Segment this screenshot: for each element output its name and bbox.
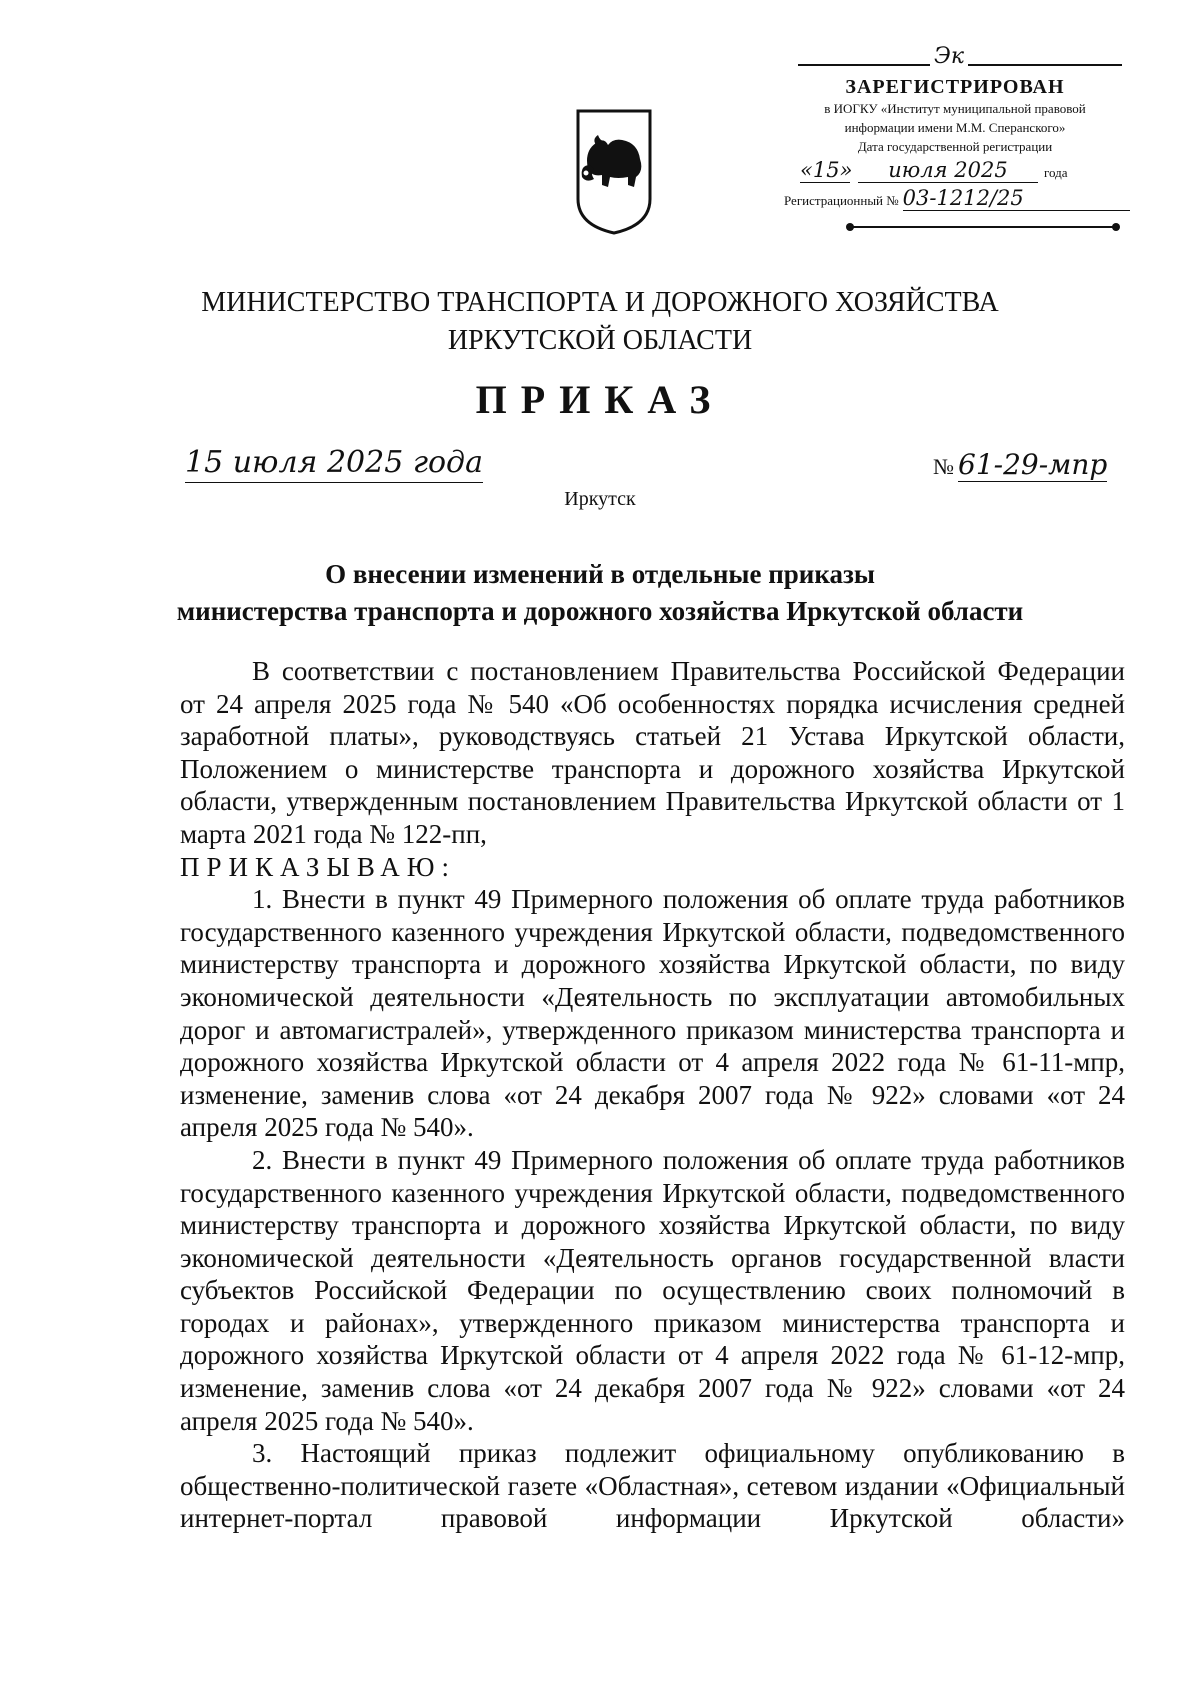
document-type: ПРИКАЗ — [475, 377, 725, 422]
stamp-date-row — [780, 158, 1130, 184]
stamp-bottom-rule — [850, 226, 1116, 234]
subject-line2: министерства транспорта и дорожного хозяйства Иркутской области — [176, 596, 1024, 626]
organization-line1: МИНИСТЕРСТВО ТРАНСПОРТА И ДОРОЖНОГО ХОЗЯЙСТВА — [201, 287, 999, 318]
stamp-institution-line1: в ИОГКУ «Институт муниципальной правовой — [824, 101, 1086, 116]
organization-line2: ИРКУТСКОЙ ОБЛАСТИ — [447, 325, 753, 356]
order-number-handwritten: 61-29-мпр — [958, 448, 1108, 481]
stamp-reg-row — [780, 186, 1130, 212]
order-item-3: 3. Настоящий приказ подлежит официальному опубликованию в общественно-политической газете «Областная», сетевом издании «Официальный интернет-портал правовой информации Иркутской области» — [180, 1438, 1125, 1534]
document-body — [180, 655, 1125, 1535]
stamp-reg-label: Регистрационный № — [784, 193, 899, 208]
stamp-date-month-year: июля 2025 — [858, 158, 1038, 183]
stamp-date-day: «15» — [800, 158, 853, 182]
stamp-title: ЗАРЕГИСТРИРОВАН — [845, 76, 1065, 98]
document-subject — [100, 556, 1100, 630]
order-item-2: 2. Внести в пункт 49 Примерного положения об оплате труда работников государственного казенного учреждения Иркутской области, подведомственного министерству транспорта и дорожного хозяйства Иркутской области, по виду экономической деятельности «Деятельность органов государственной власти субъектов Российской Федерации по осуществлению своих полномочий в городах и районах», утвержденного приказом министерства транспорта и дорожного хозяйства Иркутской области от 4 апреля 2022 года № 61-12-мпр, изменение, заменив слова «от 24 декабря 2007 года № 922» словами «от 24 апреля 2025 года № 540». — [180, 1144, 1125, 1436]
stamp-date-label: Дата государственной регистрации — [857, 139, 1053, 154]
registration-stamp — [780, 44, 1130, 234]
stamp-institution-line2: информации имени М.М. Сперанского» — [844, 120, 1066, 135]
organization-name — [100, 284, 1100, 360]
order-date-handwritten: 15 июля 2025 года — [185, 445, 483, 483]
stamp-top-rule — [780, 44, 1130, 70]
order-word: ПРИКАЗЫВАЮ: — [180, 851, 456, 882]
order-date — [185, 445, 483, 480]
stamp-signature: Эк — [930, 44, 968, 69]
stamp-date-suffix: года — [1044, 165, 1068, 180]
stamp-reg-number: 03-1212/25 — [903, 186, 1130, 211]
preamble-paragraph: В соответствии с постановлением Правительства Российской Федерации от 24 апреля 2025 года № 540 «Об особенностях порядка исчисления средней заработной платы», руководствуясь статьей 21 Устава Иркутской области, Положением о министерстве транспорта и дорожного хозяйства Иркутской области, утвержденным постановлением Правительства Иркутской области от 1 марта 2021 года № 122-пп, — [180, 656, 1125, 849]
order-item-1: 1. Внести в пункт 49 Примерного положения об оплате труда работников государственного казенного учреждения Иркутской области, подведомственного министерству транспорта и дорожного хозяйства Иркутской области, по виду экономической деятельности «Деятельность по эксплуатации автомобильных дорог и автомагистралей», утвержденного приказом министерства транспорта и дорожного хозяйства Иркутской области от 4 апреля 2022 года № 61-11-мпр, изменение, заменив слова «от 24 декабря 2007 года № 922» словами «от 24 апреля 2025 года № 540». — [180, 884, 1125, 1143]
order-number — [933, 448, 1107, 482]
order-number-prefix: № — [933, 454, 954, 479]
subject-line1: О внесении изменений в отдельные приказы — [325, 559, 875, 589]
city: Иркутск — [564, 488, 636, 510]
coat-of-arms-icon — [574, 107, 654, 237]
